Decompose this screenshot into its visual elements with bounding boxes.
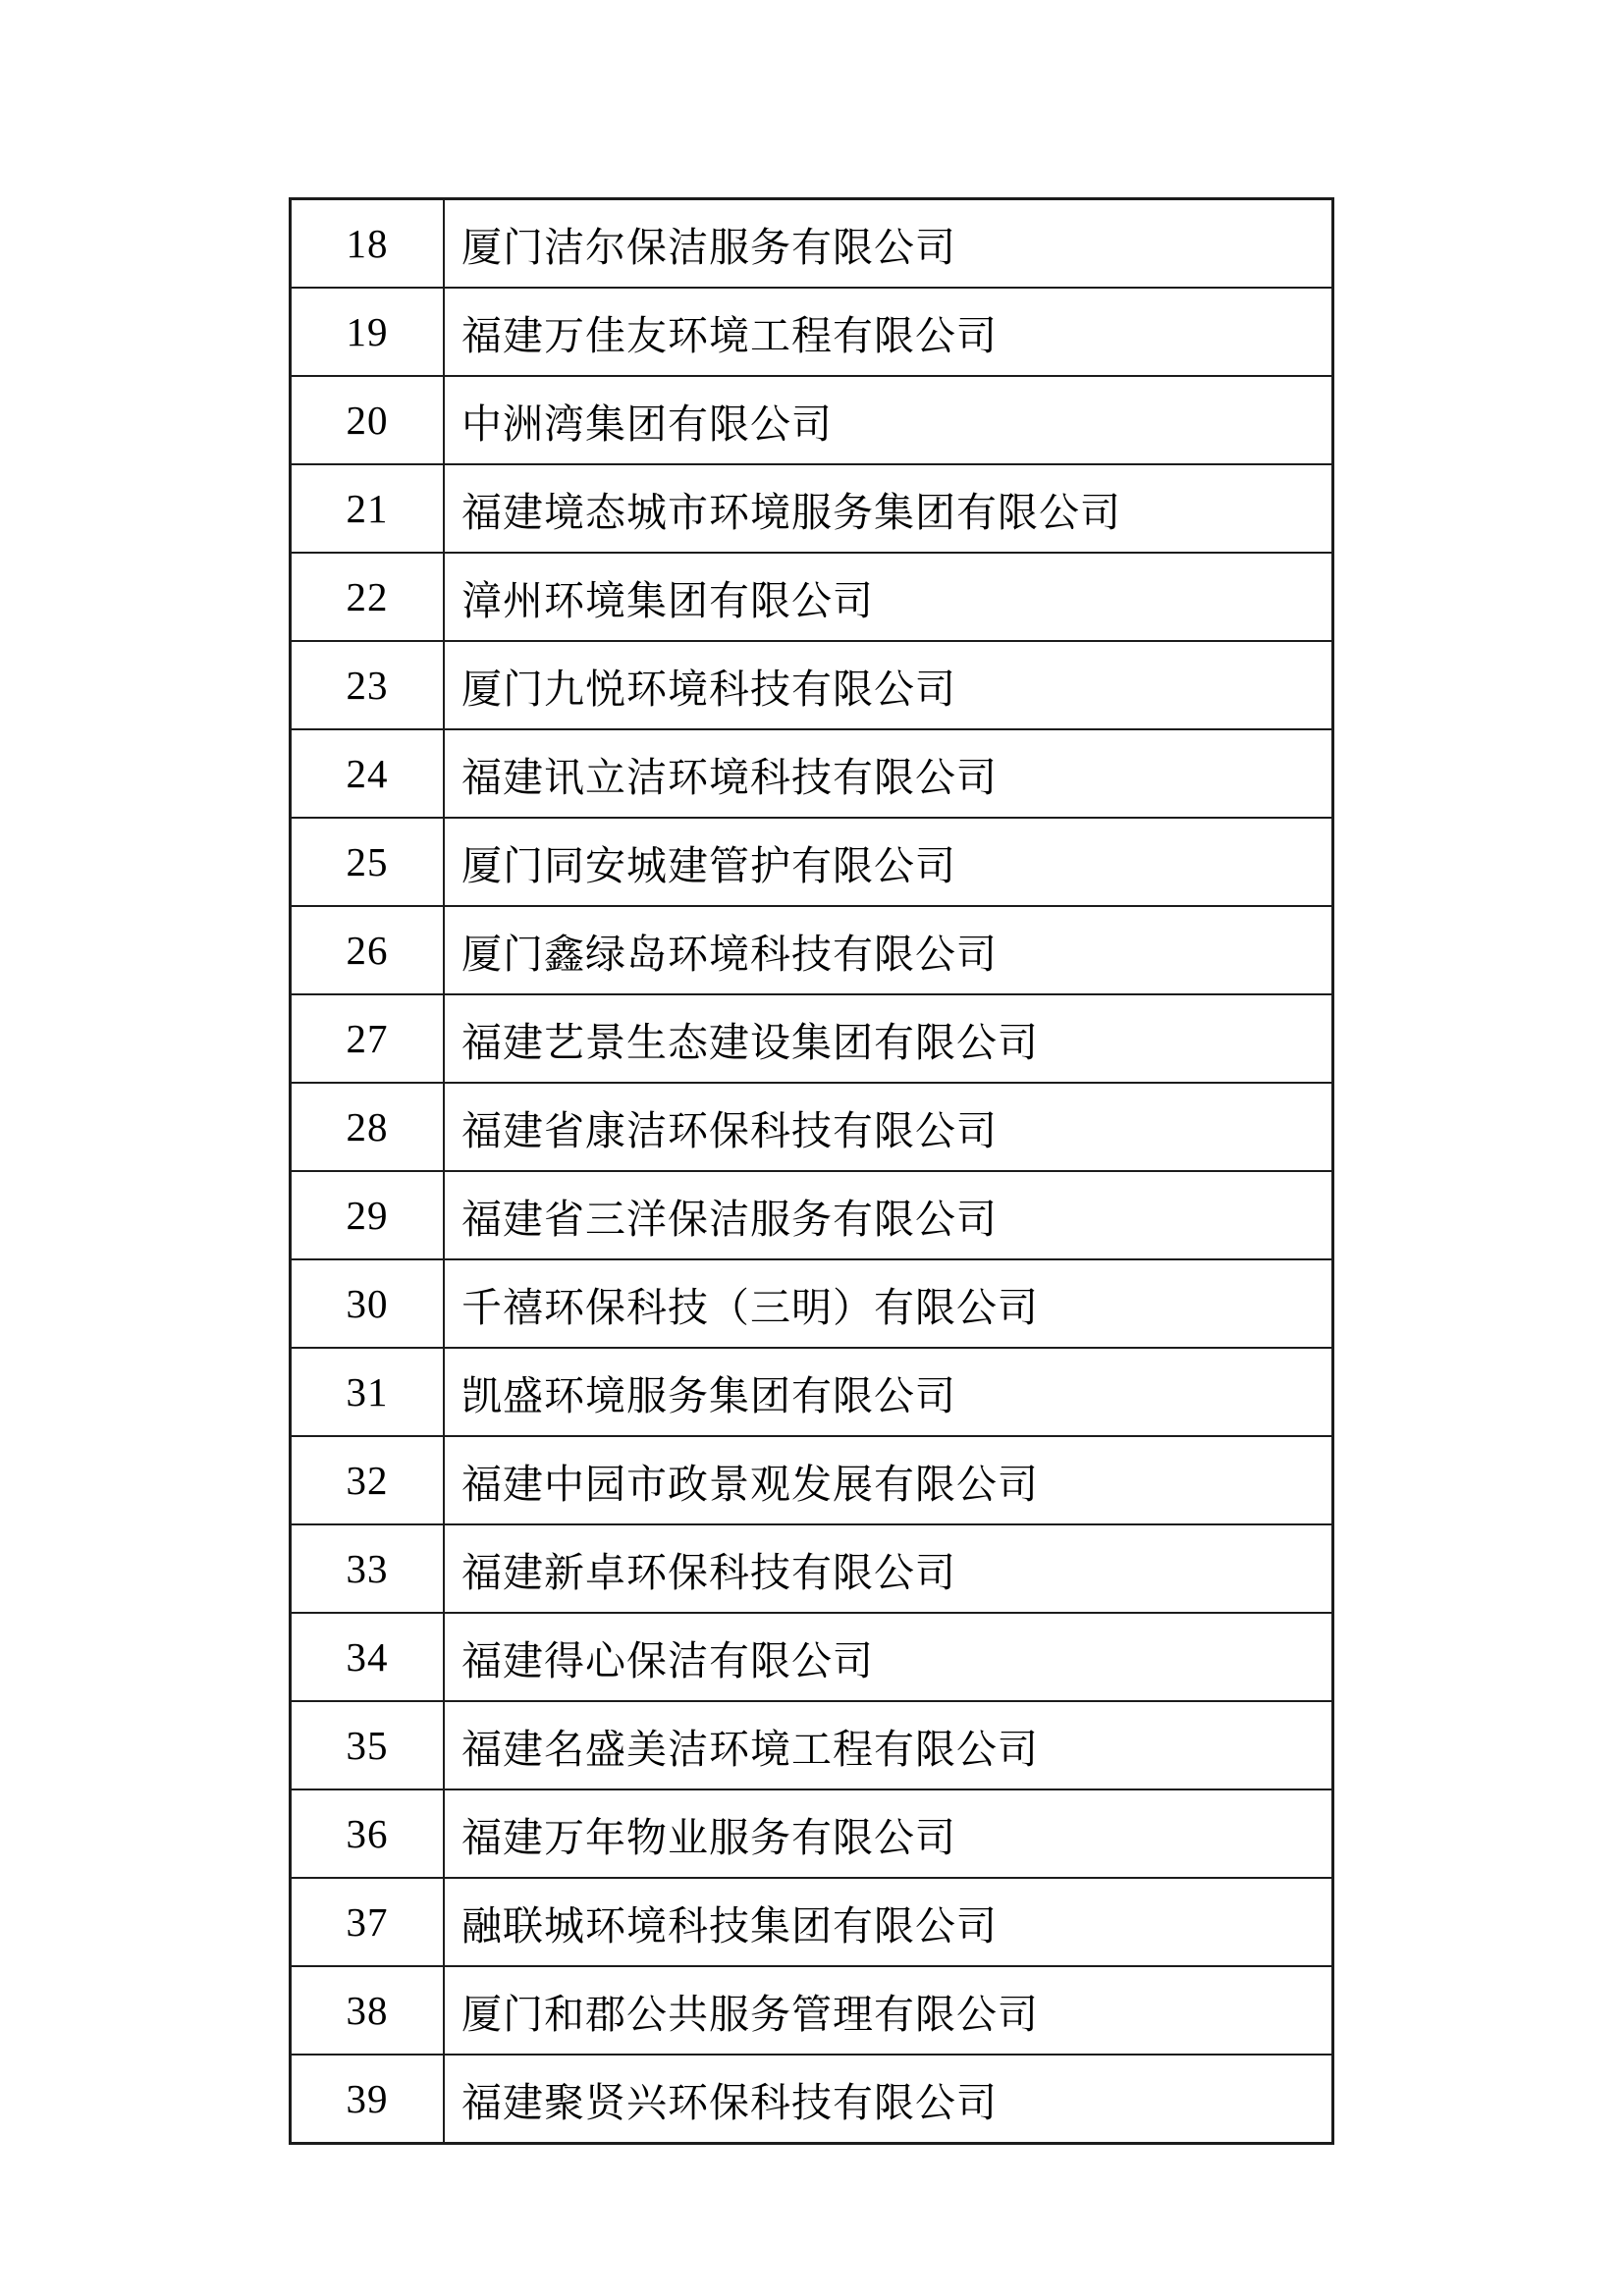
row-number-cell: 30 xyxy=(291,1259,445,1348)
table-row xyxy=(291,818,1333,906)
table-row xyxy=(291,1789,1333,1878)
table-row xyxy=(291,1524,1333,1613)
company-name-cell: 福建中园市政景观发展有限公司 xyxy=(444,1436,1333,1524)
table-row xyxy=(291,641,1333,729)
row-number-cell: 38 xyxy=(291,1966,445,2055)
company-name-cell: 福建新卓环保科技有限公司 xyxy=(444,1524,1333,1613)
table-row xyxy=(291,1259,1333,1348)
row-number-cell: 36 xyxy=(291,1789,445,1878)
table-row xyxy=(291,1966,1333,2055)
company-name-cell: 凯盛环境服务集团有限公司 xyxy=(444,1348,1333,1436)
table-row xyxy=(291,288,1333,376)
row-number-cell: 34 xyxy=(291,1613,445,1701)
row-number-cell: 32 xyxy=(291,1436,445,1524)
company-name-cell: 厦门九悦环境科技有限公司 xyxy=(444,641,1333,729)
company-name-cell: 福建聚贤兴环保科技有限公司 xyxy=(444,2055,1333,2144)
company-name-cell: 厦门和郡公共服务管理有限公司 xyxy=(444,1966,1333,2055)
company-name-cell: 融联城环境科技集团有限公司 xyxy=(444,1878,1333,1966)
row-number-cell: 31 xyxy=(291,1348,445,1436)
table-row xyxy=(291,729,1333,818)
company-name-cell: 福建艺景生态建设集团有限公司 xyxy=(444,994,1333,1083)
company-name-cell: 福建得心保洁有限公司 xyxy=(444,1613,1333,1701)
row-number-cell: 25 xyxy=(291,818,445,906)
company-name-cell: 福建名盛美洁环境工程有限公司 xyxy=(444,1701,1333,1789)
table-row xyxy=(291,1083,1333,1171)
row-number-cell: 21 xyxy=(291,464,445,553)
company-name-cell: 厦门同安城建管护有限公司 xyxy=(444,818,1333,906)
table-row xyxy=(291,1701,1333,1789)
table-row xyxy=(291,199,1333,289)
row-number-cell: 37 xyxy=(291,1878,445,1966)
row-number-cell: 33 xyxy=(291,1524,445,1613)
row-number-cell: 39 xyxy=(291,2055,445,2144)
row-number-cell: 27 xyxy=(291,994,445,1083)
company-name-cell: 厦门鑫绿岛环境科技有限公司 xyxy=(444,906,1333,994)
company-name-cell: 福建境态城市环境服务集团有限公司 xyxy=(444,464,1333,553)
table-row xyxy=(291,906,1333,994)
company-name-cell: 中洲湾集团有限公司 xyxy=(444,376,1333,464)
table-row xyxy=(291,1348,1333,1436)
table-row xyxy=(291,376,1333,464)
row-number-cell: 29 xyxy=(291,1171,445,1259)
company-name-cell: 福建万佳友环境工程有限公司 xyxy=(444,288,1333,376)
row-number-cell: 26 xyxy=(291,906,445,994)
row-number-cell: 22 xyxy=(291,553,445,641)
table-row xyxy=(291,1878,1333,1966)
company-name-cell: 福建讯立洁环境科技有限公司 xyxy=(444,729,1333,818)
company-name-cell: 福建省康洁环保科技有限公司 xyxy=(444,1083,1333,1171)
company-table-body xyxy=(291,199,1333,2144)
company-name-cell: 福建省三洋保洁服务有限公司 xyxy=(444,1171,1333,1259)
row-number-cell: 28 xyxy=(291,1083,445,1171)
company-list-table xyxy=(289,197,1334,2145)
row-number-cell: 19 xyxy=(291,288,445,376)
company-name-cell: 漳州环境集团有限公司 xyxy=(444,553,1333,641)
company-name-cell: 千禧环保科技（三明）有限公司 xyxy=(444,1259,1333,1348)
row-number-cell: 23 xyxy=(291,641,445,729)
row-number-cell: 24 xyxy=(291,729,445,818)
table-row xyxy=(291,1613,1333,1701)
row-number-cell: 20 xyxy=(291,376,445,464)
table-row xyxy=(291,994,1333,1083)
table-row xyxy=(291,464,1333,553)
row-number-cell: 18 xyxy=(291,199,445,289)
table-row xyxy=(291,553,1333,641)
row-number-cell: 35 xyxy=(291,1701,445,1789)
table-row xyxy=(291,1171,1333,1259)
company-name-cell: 厦门洁尔保洁服务有限公司 xyxy=(444,199,1333,289)
table-row xyxy=(291,2055,1333,2144)
table-row xyxy=(291,1436,1333,1524)
company-name-cell: 福建万年物业服务有限公司 xyxy=(444,1789,1333,1878)
